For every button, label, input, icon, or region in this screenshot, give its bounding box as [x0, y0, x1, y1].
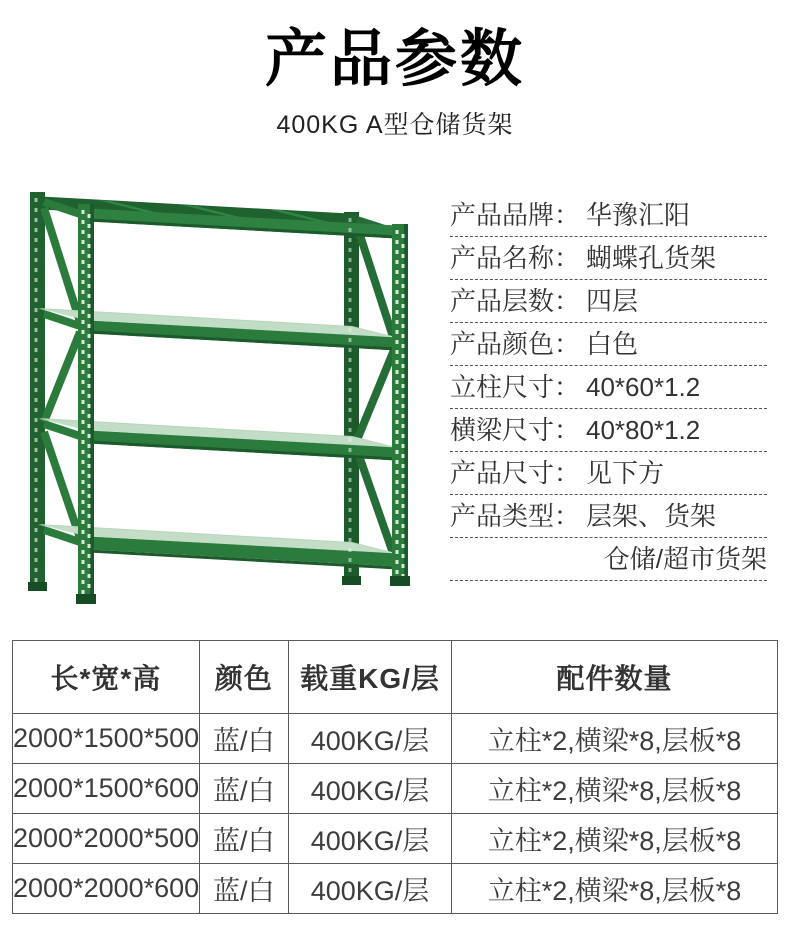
cell-load: 400KG/层: [288, 864, 451, 914]
spec-row-upright-size: [450, 366, 767, 409]
cell-load: 400KG/层: [288, 814, 451, 864]
spec-row-layers: [450, 280, 767, 323]
table-row: [13, 714, 778, 764]
main-content: [0, 164, 790, 604]
cell-color: 蓝/白: [199, 714, 288, 764]
spec-label: 产品层数：: [450, 286, 581, 316]
spec-row-beam-size: [450, 409, 767, 452]
spec-row-name: [450, 237, 767, 280]
cell-parts: 立柱*2,横梁*8,层板*8: [452, 814, 778, 864]
product-photo-shelf-rack: [0, 164, 450, 604]
spec-list: [450, 164, 767, 581]
spec-value: 华豫汇阳: [586, 200, 691, 230]
cell-dimensions: 2000*2000*500: [13, 814, 200, 864]
table-row: [13, 864, 778, 914]
page-header: [0, 0, 790, 140]
cell-parts: 立柱*2,横梁*8,层板*8: [452, 864, 778, 914]
spec-value: 层架、货架: [586, 501, 717, 531]
spec-label: 产品品牌：: [450, 200, 581, 230]
spec-value: 蝴蝶孔货架: [586, 243, 717, 273]
spec-row-color: [450, 323, 767, 366]
shelf-rack-illustration: [0, 164, 450, 604]
spec-label: 横梁尺寸：: [450, 415, 581, 445]
spec-row-type: [450, 495, 767, 538]
cell-color: 蓝/白: [199, 864, 288, 914]
spec-row-brand: [450, 194, 767, 237]
cell-dimensions: 2000*1500*600: [13, 764, 200, 814]
spec-label: 立柱尺寸：: [450, 372, 581, 402]
col-header-dimensions: 长*宽*高: [13, 641, 200, 714]
page-title: 产品参数: [264, 25, 525, 94]
col-header-color: 颜色: [199, 641, 288, 714]
product-size-table: [12, 640, 778, 914]
spec-value: 仓储/超市货架: [603, 544, 767, 574]
spec-value: 40*60*1.2: [586, 372, 701, 402]
cell-load: 400KG/层: [288, 714, 451, 764]
spec-label: 产品尺寸：: [450, 458, 581, 488]
table-row: [13, 814, 778, 864]
spec-value: 白色: [586, 329, 639, 359]
cell-parts: 立柱*2,横梁*8,层板*8: [452, 714, 778, 764]
table-row: [13, 764, 778, 814]
cell-parts: 立柱*2,横梁*8,层板*8: [452, 764, 778, 814]
spec-label: 产品类型：: [450, 501, 581, 531]
spec-row-product-size: [450, 452, 767, 495]
col-header-parts: 配件数量: [452, 641, 778, 714]
col-header-load: 载重KG/层: [288, 641, 451, 714]
cell-color: 蓝/白: [199, 814, 288, 864]
cell-load: 400KG/层: [288, 764, 451, 814]
cell-dimensions: 2000*1500*500: [13, 714, 200, 764]
cell-dimensions: 2000*2000*600: [13, 864, 200, 914]
page-subtitle: 400KG A型仓储货架: [276, 111, 514, 139]
table-header-row: [13, 641, 778, 714]
spec-value: 见下方: [586, 458, 665, 488]
spec-value: 四层: [586, 286, 639, 316]
spec-label: 产品颜色：: [450, 329, 581, 359]
spec-label: 产品名称：: [450, 243, 581, 273]
spec-row-type-continuation: [450, 538, 767, 581]
cell-color: 蓝/白: [199, 764, 288, 814]
spec-value: 40*80*1.2: [586, 415, 701, 445]
